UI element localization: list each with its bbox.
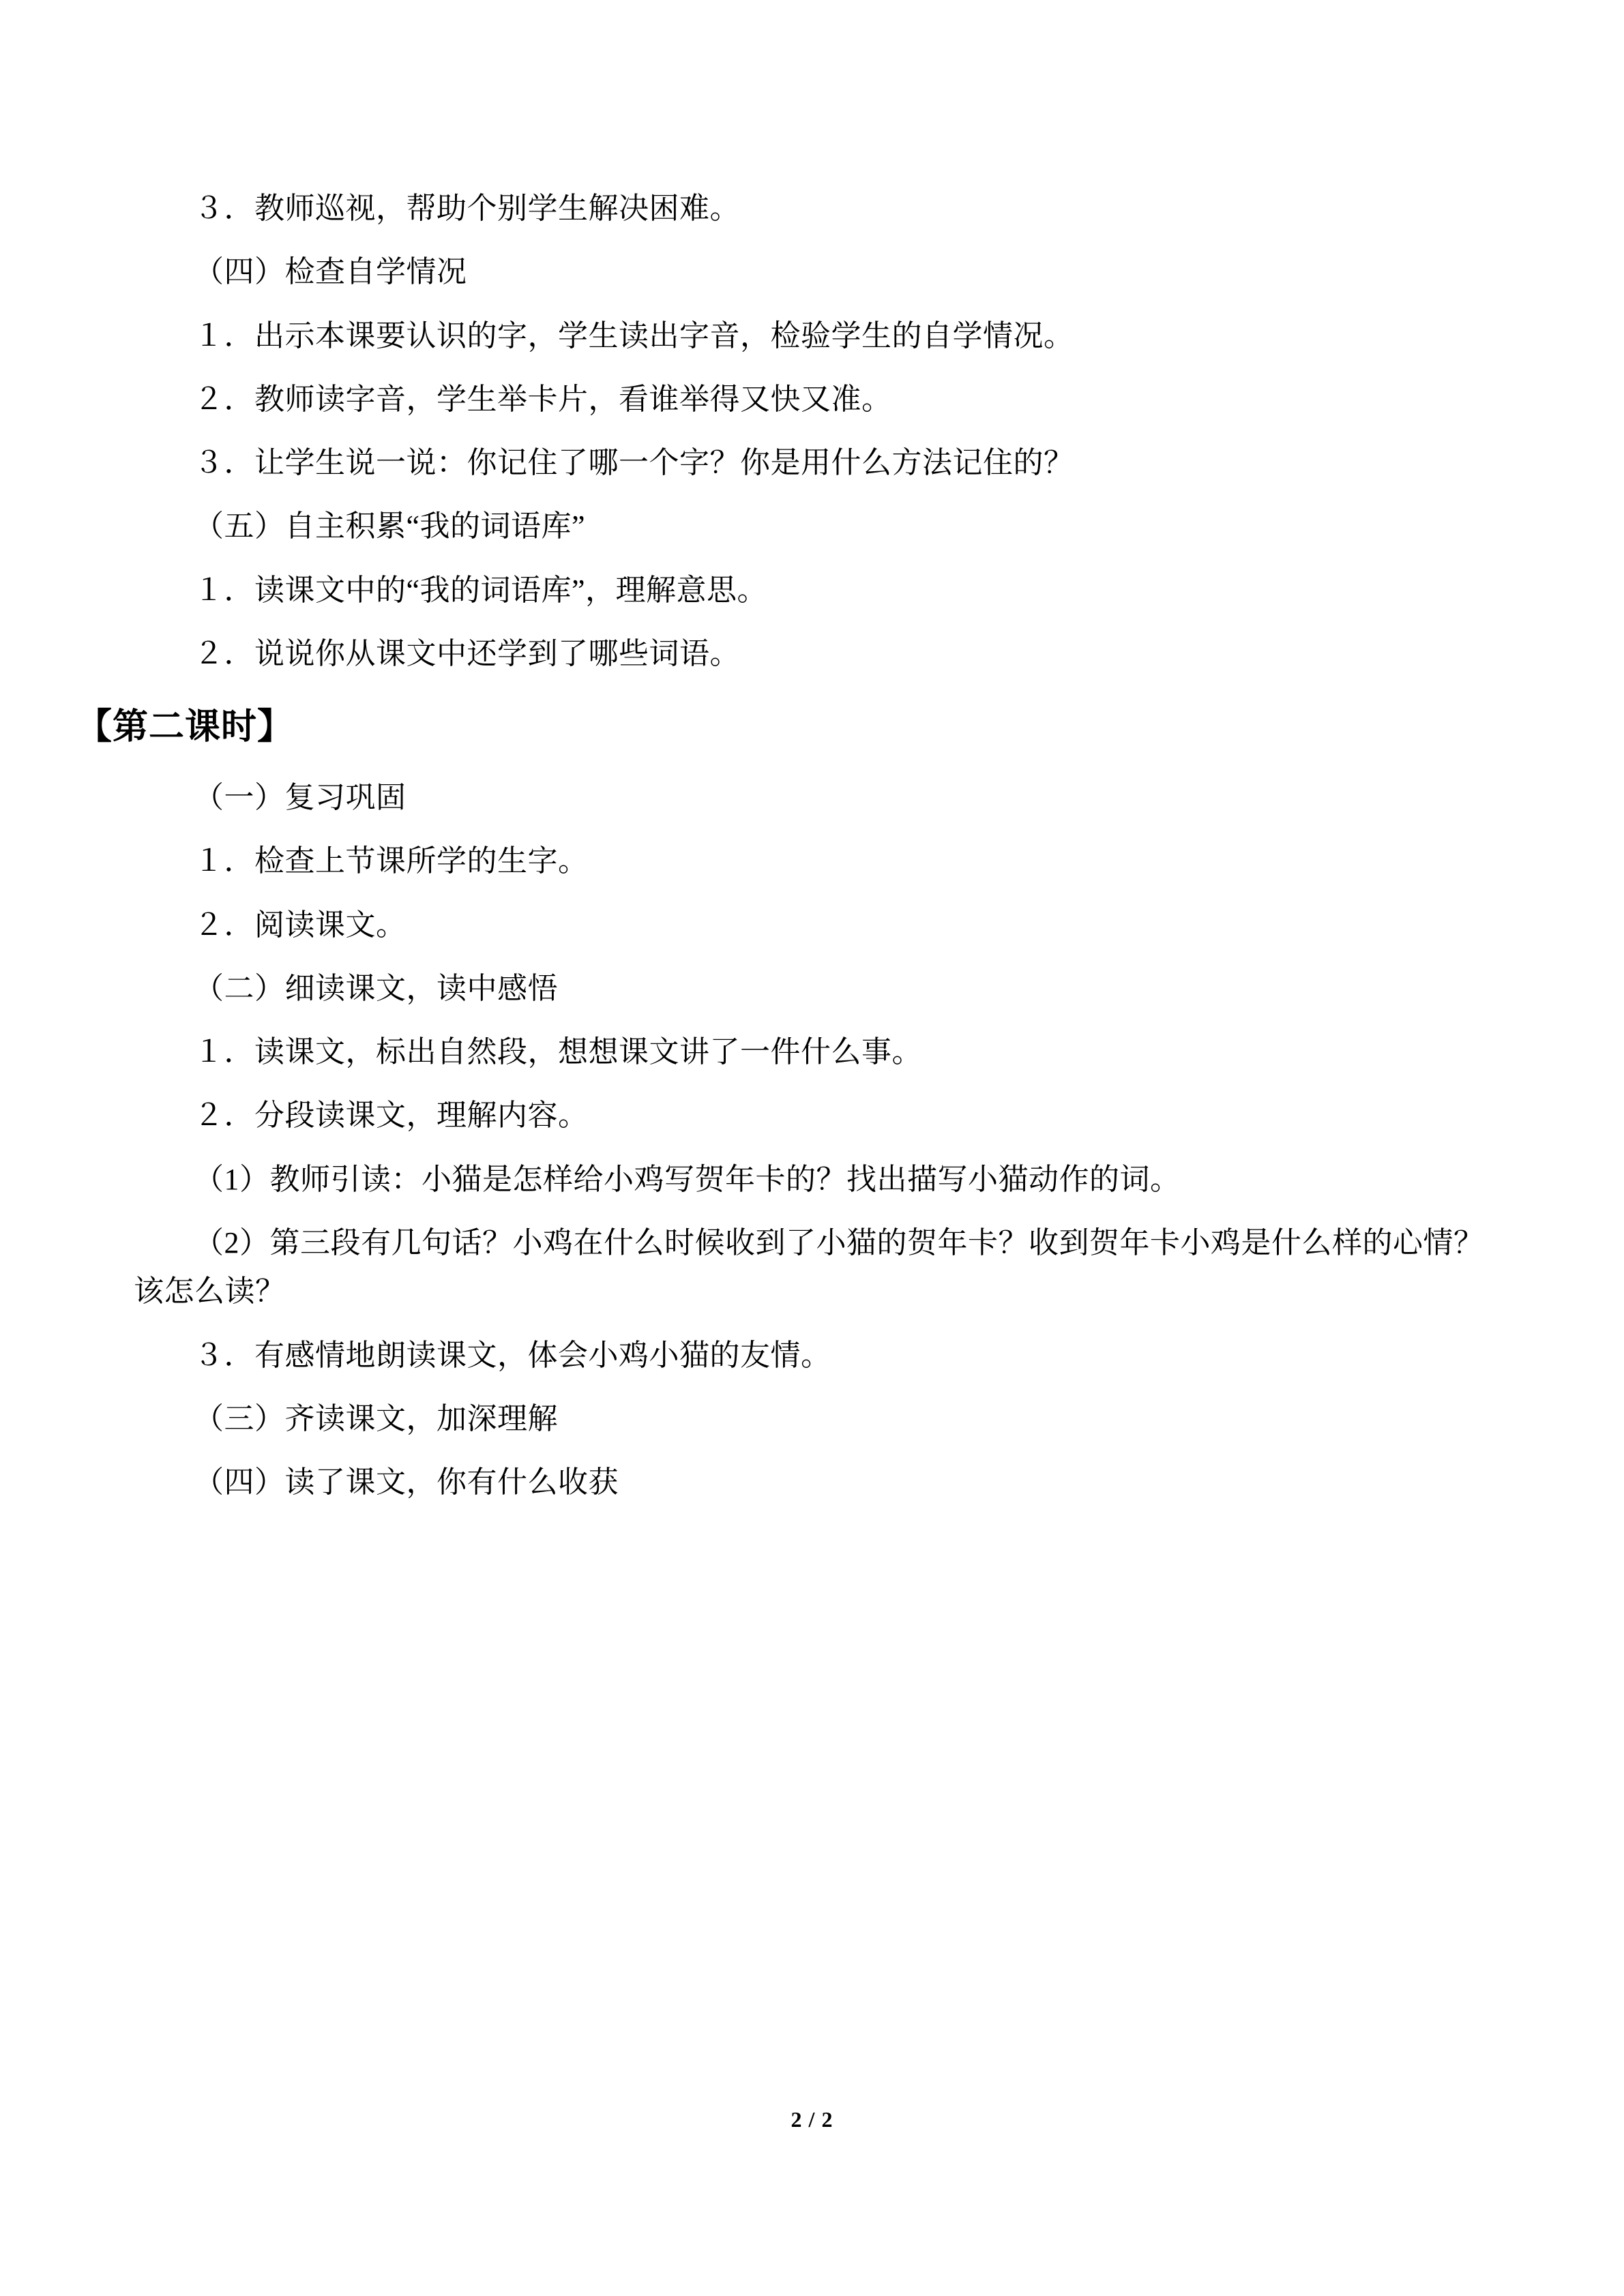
paragraph: （三）齐读课文，加深理解 (194, 1401, 558, 1435)
document-body (76, 184, 1498, 1521)
paragraph: ２．分段读课文，理解内容。 (194, 1099, 589, 1133)
page-number: 2 / 2 (791, 2107, 833, 2132)
paragraph: ２．说说你从课文中还学到了哪些词语。 (194, 636, 740, 670)
paragraph: （2）第三段有几句话？小鸡在什么时候收到了小猫的贺年卡？收到贺年卡小鸡是什么样的心情？该怎么读？ (134, 1225, 1484, 1309)
paragraph: １．读课文，标出自然段，想想课文讲了一件什么事。 (194, 1035, 922, 1069)
paragraph: ３．有感情地朗读课文，体会小鸡小猫的友情。 (194, 1338, 831, 1372)
paragraph: ２．教师读字音，学生举卡片，看谁举得又快又准。 (194, 382, 892, 416)
paragraph: ２．阅读课文。 (194, 908, 407, 942)
paragraph: １．读课文中的“我的词语库”，理解意思。 (194, 573, 768, 607)
paragraph: ３．教师巡视，帮助个别学生解决困难。 (194, 192, 740, 225)
section-heading-lesson-two: 【第二课时】 (76, 708, 294, 747)
paragraph: １．检查上节课所学的生字。 (194, 844, 589, 878)
paragraph: （1）教师引读：小猫是怎样给小鸡写贺年卡的？找出描写小猫动作的词。 (194, 1162, 1181, 1196)
paragraph: １．出示本课要认识的字，学生读出字音，检验学生的自学情况。 (194, 318, 1074, 353)
paragraph: （四）读了课文，你有什么收获 (194, 1465, 619, 1500)
paragraph: （一）复习巩固 (194, 781, 407, 815)
paragraph: （四）检查自学情况 (194, 255, 467, 289)
paragraph: （二）细读课文，读中感悟 (194, 971, 558, 1005)
paragraph: ３．让学生说一说：你记住了哪一个字？你是用什么方法记住的？ (194, 446, 1074, 480)
paragraph: （五）自主积累“我的词语库” (194, 509, 586, 543)
